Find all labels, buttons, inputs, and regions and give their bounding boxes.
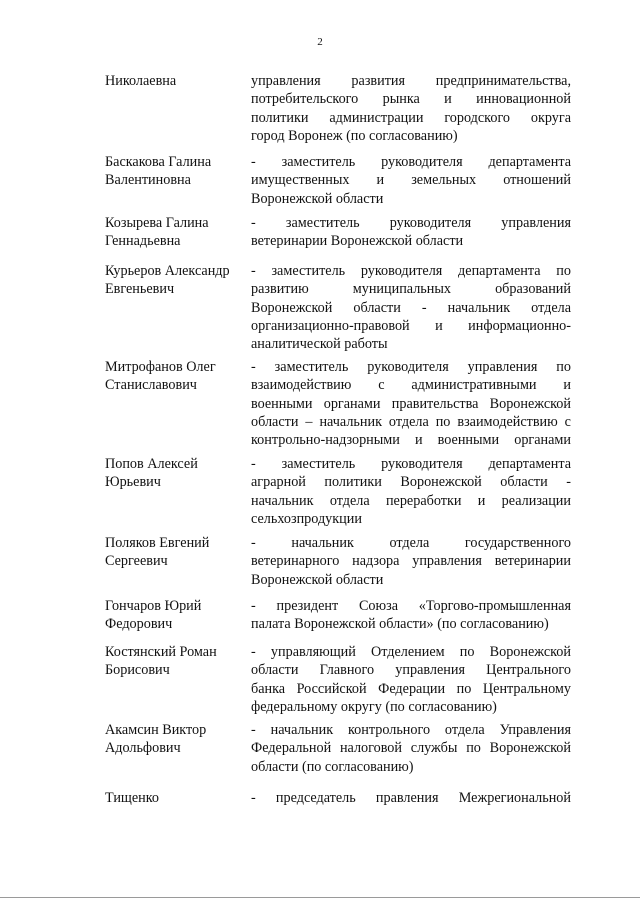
member-position-line: - заместитель руководителя департамента xyxy=(251,456,571,472)
member-position-line: области Главного управления Центрального xyxy=(251,662,571,679)
member-position-line: Федеральной налоговой службы по Воронежской xyxy=(251,740,571,757)
member-position-line: - заместитель руководителя департамента xyxy=(251,154,571,170)
member-position-line: имущественных и земельных отношений xyxy=(251,172,571,189)
member-name xyxy=(105,643,265,679)
member-position-line: военными органами правительства Воронежской xyxy=(251,395,571,412)
member-position xyxy=(251,643,571,716)
member-position xyxy=(251,358,571,449)
member-name-line: Геннадьевна xyxy=(105,233,181,249)
member-position-line: области – начальник отдела по взаимодействию с xyxy=(251,413,571,430)
member-name-line: Баскакова Галина xyxy=(105,154,212,170)
member-name-line: Евгеньевич xyxy=(105,281,175,297)
member-name-line: Поляков Евгений xyxy=(105,535,210,551)
member-position-line: аналитической работы xyxy=(251,336,388,353)
member-name xyxy=(105,534,265,570)
member-position-line: взаимодействию с административными и xyxy=(251,377,571,394)
member-position-line: контрольно-надзорными и военными органами xyxy=(251,432,571,449)
member-position-line: сельхозпродукции xyxy=(251,510,362,527)
member-position xyxy=(251,597,571,634)
member-position-line: управления развития предпринимательства, xyxy=(251,73,571,89)
member-position-line: город Воронеж (по согласованию) xyxy=(251,127,458,144)
page-bottom-rule xyxy=(0,897,640,898)
member-position xyxy=(251,789,571,807)
member-position-line: банка Российской Федерации по Центральному xyxy=(251,680,571,697)
member-name xyxy=(105,153,265,189)
member-position xyxy=(251,262,571,353)
member-position-line: палата Воронежской области» (по согласованию) xyxy=(251,616,549,633)
member-position-line: развитию муниципальных образований xyxy=(251,281,571,298)
member-position xyxy=(251,72,571,145)
member-name-line: Станиславович xyxy=(105,377,197,393)
member-position-line: - заместитель руководителя департамента по xyxy=(251,263,571,279)
member-position-line: начальник отдела переработки и реализации xyxy=(251,492,571,509)
member-name xyxy=(105,721,265,757)
member-name-line: Козырева Галина xyxy=(105,215,209,231)
member-name-line: Федорович xyxy=(105,616,173,632)
member-position-line: Воронежской области xyxy=(251,571,384,588)
member-position-line: - председатель правления Межрегиональной xyxy=(251,790,571,806)
member-position xyxy=(251,153,571,208)
member-name-line: Митрофанов Олег xyxy=(105,359,216,375)
member-position-line: аграрной политики Воронежской области - xyxy=(251,474,571,491)
member-name-line: Николаевна xyxy=(105,73,177,89)
member-name xyxy=(105,72,265,90)
member-position-line: - заместитель руководителя управления по xyxy=(251,359,571,375)
member-name xyxy=(105,789,265,807)
member-position-line: Воронежской области xyxy=(251,190,384,207)
member-position-line: Воронежской области - начальник отдела xyxy=(251,299,571,316)
member-position-line: - президент Союза «Торгово-промышленная xyxy=(251,598,571,614)
member-name xyxy=(105,262,265,298)
member-position-line: организационно-правовой и информационно- xyxy=(251,317,571,334)
member-name-line: Костянский Роман xyxy=(105,644,217,660)
member-name-line: Тищенко xyxy=(105,790,159,806)
member-position xyxy=(251,214,571,251)
member-name-line: Юрьевич xyxy=(105,474,161,490)
member-name-line: Борисович xyxy=(105,662,170,678)
member-position-line: - заместитель руководителя управления xyxy=(251,215,571,231)
member-name-line: Сергеевич xyxy=(105,553,168,569)
member-position-line: ветеринарного надзора управления ветеринарии xyxy=(251,553,571,570)
member-position xyxy=(251,455,571,528)
member-position xyxy=(251,721,571,776)
member-name xyxy=(105,455,265,491)
member-name-line: Акамсин Виктор xyxy=(105,722,207,738)
member-name-line: Гончаров Юрий xyxy=(105,598,202,614)
page-number: 2 xyxy=(317,36,323,48)
member-position-line: потребительского рынка и инновационной xyxy=(251,91,571,108)
member-position-line: федеральному округу (по согласованию) xyxy=(251,698,497,715)
member-name-line: Попов Алексей xyxy=(105,456,198,472)
member-position-line: области (по согласованию) xyxy=(251,758,414,775)
member-name-line: Курьеров Александр xyxy=(105,263,230,279)
member-position-line: - управляющий Отделением по Воронежской xyxy=(251,644,571,660)
member-position-line: ветеринарии Воронежской области xyxy=(251,233,464,250)
member-name xyxy=(105,597,265,633)
member-position xyxy=(251,534,571,589)
member-name-line: Адольфович xyxy=(105,740,181,756)
member-name-line: Валентиновна xyxy=(105,172,191,188)
member-name xyxy=(105,214,265,250)
member-position-line: - начальник контрольного отдела Управления xyxy=(251,722,571,738)
member-name xyxy=(105,358,265,394)
member-position-line: - начальник отдела государственного xyxy=(251,535,571,551)
member-position-line: политики администрации городского округа xyxy=(251,109,571,126)
